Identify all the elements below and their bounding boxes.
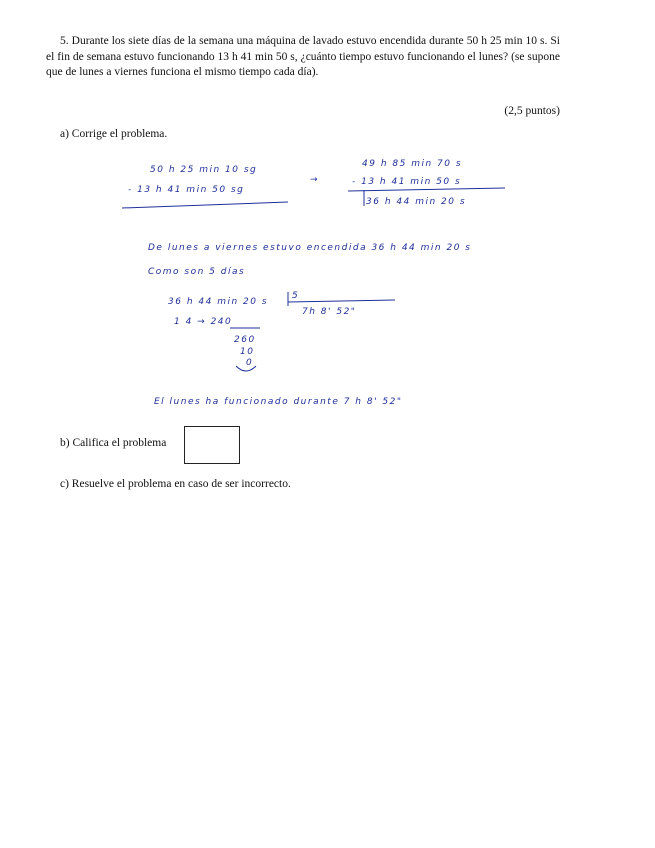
hw-div-row3: 260 [234, 335, 256, 345]
handwritten-answer [110, 150, 530, 420]
hw-arrow: → [310, 175, 320, 185]
hw-div-hrule [288, 300, 395, 302]
item-c-label: c) Resuelve el problema en caso de ser incorrecto. [60, 478, 291, 490]
problem-statement [46, 34, 560, 81]
item-b-label: b) Califica el problema [60, 437, 167, 449]
hw-div-divisor: 5 [292, 291, 300, 301]
hw-sub2-result: 36 h 44 min 20 s [366, 197, 467, 207]
hw-div-row5: 0 [246, 358, 254, 368]
grade-box[interactable] [184, 426, 240, 464]
hw-sub2-rule [348, 188, 505, 191]
points-label: (2,5 puntos) [504, 105, 560, 117]
hw-sub1-top: 50 h 25 min 10 sg [150, 165, 258, 175]
item-a-label: a) Corrige el problema. [60, 128, 168, 140]
hw-sub2-bottom: - 13 h 41 min 50 s [352, 177, 462, 187]
hw-div-row4: 10 [240, 347, 255, 357]
hw-sentence2: Como son 5 días [148, 267, 246, 277]
hw-div-row2: 1 4 → 240 [174, 317, 233, 327]
hw-div-row1: 36 h 44 min 20 s [168, 297, 269, 307]
hw-div-quotient: 7h 8' 52" [302, 307, 357, 317]
hw-sentence1: De lunes a viernes estuvo encendida 36 h 44 min 20 s [148, 243, 472, 253]
hw-final-answer: El lunes ha funcionado durante 7 h 8' 52" [154, 397, 403, 407]
hw-sub1-bottom: - 13 h 41 min 50 sg [128, 185, 245, 195]
problem-text: 5. Durante los siete días de la semana una máquina de lavado estuvo encendida durante 50 h 25 min 10 s. Si el fin de semana estuvo funcionando 13 h 41 min 50 s, ¿cuánto tiempo estuvo funcionando el lunes? (se supone que de lunes a viernes funciona el mismo tiempo cada día). [46, 35, 560, 78]
hw-sub1-rule [122, 202, 288, 208]
hw-sub2-top: 49 h 85 min 70 s [362, 159, 463, 169]
